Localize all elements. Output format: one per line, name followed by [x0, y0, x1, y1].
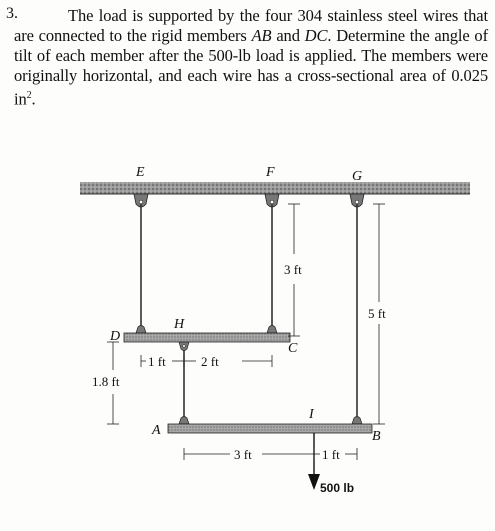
- problem-text-and: and: [271, 26, 305, 45]
- member-dc: [124, 333, 290, 342]
- label-f: F: [266, 165, 275, 180]
- problem-text-part1: The load is supported by the four 304 stainless steel wires that are connected to the rigid members: [14, 6, 488, 45]
- load-arrow-head: [308, 474, 320, 490]
- problem-text-part2: . Determine the angle of tilt of each member after the 500-lb load is applied. The members were originally horizontal, and each wire has a cross-sectional area of 0.025 in: [14, 26, 488, 109]
- dim-label-1ft-ib: 1 ft: [322, 447, 340, 462]
- bracket-a-top: [179, 417, 189, 425]
- problem-number: 3.: [6, 5, 18, 22]
- member-dc-label: DC: [304, 26, 328, 45]
- dim-label-1-8ft: 1.8 ft: [92, 374, 120, 389]
- label-d: D: [110, 329, 121, 344]
- load-label: 500 lb: [320, 481, 355, 495]
- bracket-d-top: [136, 326, 146, 334]
- dim-label-2ft-hc: 2 ft: [201, 354, 219, 369]
- ceiling-support: [80, 182, 470, 194]
- label-b: B: [372, 429, 381, 444]
- dim-label-1ft-dh: 1 ft: [148, 354, 166, 369]
- label-g: G: [352, 169, 363, 184]
- bracket-c-top: [267, 326, 277, 334]
- bracket-h: [179, 342, 189, 351]
- label-i: I: [309, 407, 314, 422]
- label-e: E: [136, 165, 145, 180]
- problem-text-period: .: [31, 89, 36, 109]
- label-c: C: [288, 341, 298, 356]
- bracket-b-top: [352, 417, 362, 425]
- member-ab-label: AB: [251, 26, 272, 45]
- label-a: A: [152, 423, 161, 438]
- area-exponent: 2: [26, 90, 32, 101]
- dim-label-5ft: 5 ft: [368, 306, 386, 321]
- member-ab: [168, 424, 372, 433]
- dim-label-3ft: 3 ft: [284, 262, 302, 277]
- label-h: H: [174, 317, 185, 332]
- dim-label-3ft-ai: 3 ft: [234, 447, 252, 462]
